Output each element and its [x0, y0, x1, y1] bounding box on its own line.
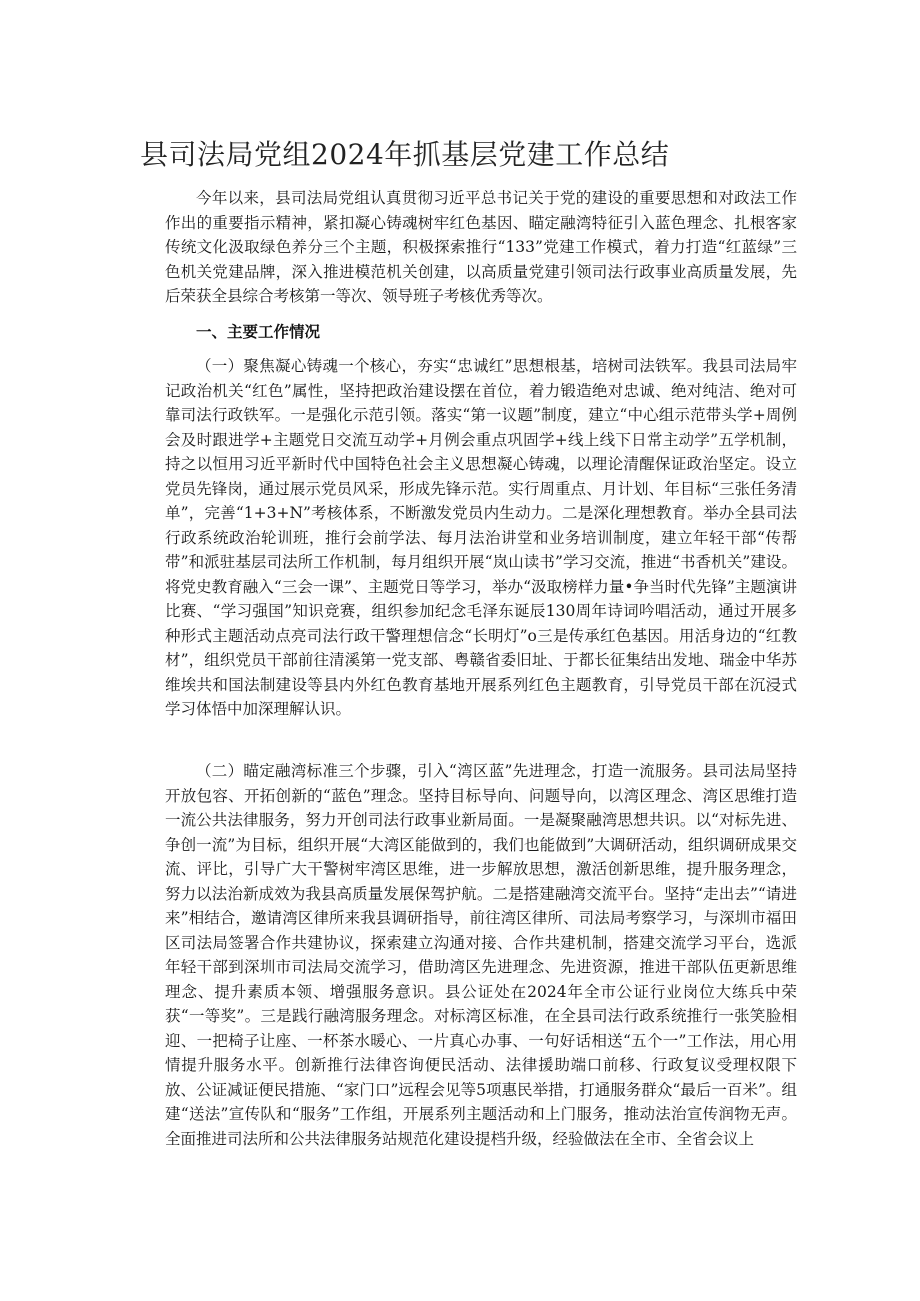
paragraph-blue-theme: （二）瞄定融湾标准三个步骤，引入“湾区蓝”先进理念，打造一流服务。县司法局坚持开放包容、开拓创新的“蓝色”理念。坚持目标导向、问题导向，以湾区理念、湾区思维打造一流公共法律服务，努力开创司法行政事业新局面。一是凝聚融湾思想共识。以“对标先进、争创一流”为目标，组织开展“大湾区能做到的，我们也能做到”大调研活动，组织调研成果交流、评比，引导广大干警树牢湾区思维，进一步解放思想，激活创新思维，提升服务理念，努力以法治新成效为我县高质量发展保驾护航。二是搭建融湾交流平台。坚持“走出去”“请进来”相结合，邀请湾区律所来我县调研指导，前往湾区律所、司法局考察学习，与深圳市福田区司法局签署合作共建协议，探索建立沟通对接、合作共建机制，搭建交流学习平台，选派年轻干部到深圳市司法局交流学习，借助湾区先进理念、先进资源，推进干部队伍更新思维理念、提升素质本领、增强服务意识。县公证处在2024年全市公证行业岗位大练兵中荣获“一等奖”。三是践行融湾服务理念。对标湾区标准，在全县司法行政系统推行一张笑脸相迎、一把椅子让座、一杯茶水暖心、一片真心办事、一句好话相送“五个一”工作法，用心用情提升服务水平。创新推行法律咨询便民活动、法律援助端口前移、行政复议受理权限下放、公证减证便民措施、“家门口”远程会见等5项惠民举措，打通服务群众“最后一百米”。组建“送法”宣传队和“服务”工作组，开展系列主题活动和上门服务，推动法治宣传润物无声。全面推进司法所和公共法律服务站规范化建设提档升级，经验做法在全市、全省会议上 — [165, 762, 797, 1148]
paragraph-red-theme: （一）聚焦凝心铸魂一个核心，夯实“忠诚红”思想根基，培树司法铁军。我县司法局牢记政治机关“红色”属性，坚持把政治建设摆在首位，着力锻造绝对忠诚、绝对纯洁、绝对可靠司法行政铁军。一是强化示范引领。落实“第一议题”制度，建立“中心组示范带头学+周例会及时跟进学+主题党日交流互动学+月例会重点巩固学+线上线下日常主动学”五学机制，持之以恒用习近平新时代中国特色社会主义思想凝心铸魂，以理论清醒保证政治坚定。设立党员先锋岗，通过展示党员风采，形成先锋示范。实行周重点、月计划、年目标“三张任务清单”，完善“1+3+N”考核体系，不断激发党员内生动力。二是深化理想教育。举办全县司法行政系统政治轮训班，推行会前学法、每月法治讲堂和业务培训制度，建立年轻干部“传帮带”和派驻基层司法所工作机制，每月组织开展“岚山读书”学习交流，推进“书香机关”建设。将党史教育融入“三会一课”、主题党日等学习，举办“汲取榜样力量•争当时代先锋”主题演讲比赛、“学习强国”知识竞赛，组织参加纪念毛泽东诞辰130周年诗词吟唱活动，通过开展多种形式主题活动点亮司法行政干警理想信念“长明灯”o三是传承红色基因。用活身边的“红教材”，组织党员干部前往清溪第一党支部、粤赣省委旧址、于都长征集结出发地、瑞金中华苏维埃共和国法制建设等县内外红色教育基地开展系列红色主题教育，引导党员干部在沉浸式学习体悟中加深理解认识。 — [165, 357, 797, 718]
intro-paragraph: 今年以来，县司法局党组认真贯彻习近平总书记关于党的建设的重要思想和对政法工作作出的重要指示精神，紧扣凝心铸魂树牢红色基因、瞄定融湾特征引入蓝色理念、扎根客家传统文化汲取绿色养分三个主题，积极探索推行“133”党建工作模式，着力打造“红蓝绿”三色机关党建品牌，深入推进模范机关创建，以高质量党建引领司法行政事业高质量发展，先后荣获全县综合考核第一等次、领导班子考核优秀等次。 — [165, 189, 797, 305]
section-heading-main-work: 一、主要工作情况 — [196, 323, 321, 341]
document-title: 县司法局党组2024年抓基层党建工作总结 — [140, 138, 670, 171]
